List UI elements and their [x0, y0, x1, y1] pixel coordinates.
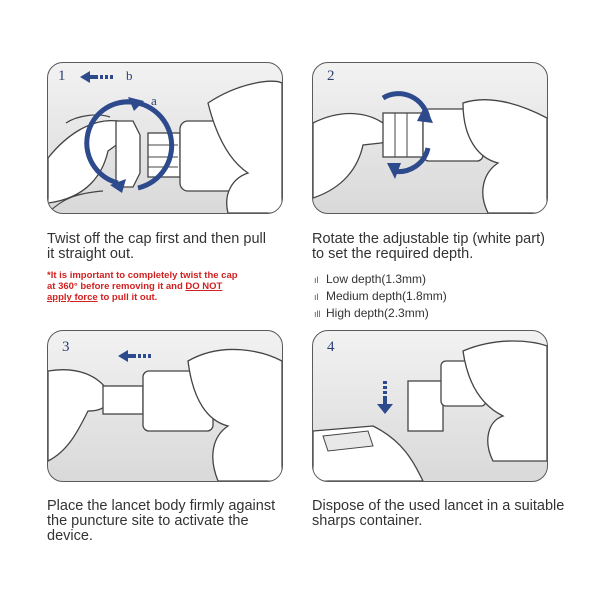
step-4-number: 4 — [327, 339, 335, 355]
depth-item-high: ıll High depth(2.3mm) — [314, 306, 429, 320]
step-1-label-a: a — [151, 93, 157, 108]
step-2-panel — [312, 62, 548, 214]
signal-low-icon: ıl — [314, 275, 319, 285]
step-2-number: 2 — [327, 68, 335, 84]
step-1-warning: *It is important to completely twist the cap at 360° before removing it and DO NOT apply force to pull it out. — [47, 270, 238, 303]
step-1-label-b: b — [126, 68, 133, 83]
step-2-illustration — [313, 63, 547, 213]
step-2-caption: Rotate the adjustable tip (white part) to set the required depth. — [312, 231, 545, 262]
signal-high-icon: ıll — [314, 309, 321, 319]
step-3-number: 3 — [62, 339, 70, 355]
step-1-panel — [47, 62, 283, 214]
step-3-panel — [47, 330, 283, 482]
step-1-caption: Twist off the cap first and then pull it straight out. — [47, 231, 266, 262]
signal-medium-icon: ıl — [314, 292, 319, 302]
step-3-caption: Place the lancet body firmly against the puncture site to activate the device. — [47, 498, 276, 544]
step-4-illustration — [313, 331, 547, 481]
depth-list — [314, 271, 447, 322]
step-4-caption: Dispose of the used lancet in a suitable sharps container. — [312, 498, 565, 529]
depth-item-low: ıl Low depth(1.3mm) — [314, 272, 427, 286]
depth-item-medium: ıl Medium depth(1.8mm) — [314, 289, 447, 303]
step-1-illustration — [48, 63, 282, 213]
step-3-illustration — [48, 331, 282, 481]
step-4-panel — [312, 330, 548, 482]
step-1-number: 1 — [58, 68, 66, 84]
